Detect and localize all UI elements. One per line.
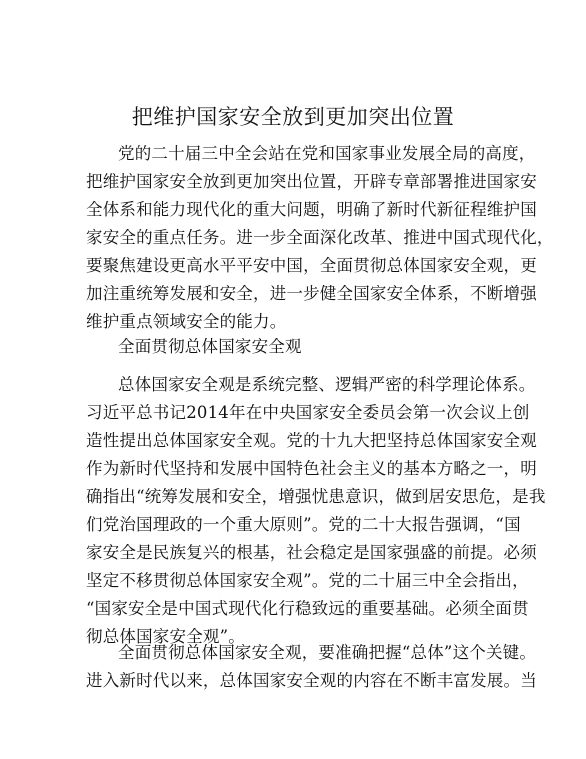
- paragraph-line: 习近平总书记2014年在中央国家安全委员会第一次会议上创: [86, 403, 530, 422]
- paragraph-1: [86, 140, 554, 336]
- paragraph-line: 总体国家安全观是系统完整、逻辑严密的科学理论体系。: [118, 375, 536, 394]
- section-heading-block: [86, 333, 506, 361]
- section-heading: 全面贯彻总体国家安全观: [118, 337, 302, 356]
- paragraph-line: “国家安全是中国式现代化行稳致远的重要基础。必须全面贯: [86, 599, 529, 618]
- paragraph-line: 要聚焦建设更高水平平安中国，全面贯彻总体国家安全观，更: [86, 256, 537, 275]
- paragraph-line: 进入新时代以来，总体国家安全观的内容在不断丰富发展。当: [86, 671, 537, 690]
- paragraph-line: 党的二十届三中全会站在党和国家事业发展全局的高度，: [118, 144, 536, 163]
- paragraph-line: 造性提出总体国家安全观。党的十九大把坚持总体国家安全观: [86, 431, 537, 450]
- paragraph-line: 维护重点领域安全的能力。: [86, 312, 287, 331]
- document-title: 把维护国家安全放到更加突出位置: [131, 105, 455, 129]
- paragraph-line: 家安全是民族复兴的根基，社会稳定是国家强盛的前提。必须: [86, 543, 537, 562]
- paragraph-line: 彻总体国家安全观”。: [86, 627, 245, 646]
- paragraph-line: 家安全的重点任务。进一步全面深化改革、推进中国式现代化，: [86, 228, 554, 247]
- paragraph-line: 们党治国理政的一个重大原则”。党的二十大报告强调，“国: [86, 515, 521, 534]
- paragraph-line: 加注重统筹发展和安全，进一步健全国家安全体系，不断增强: [86, 284, 537, 303]
- paragraph-line: 坚定不移贯彻总体国家安全观”。党的二十届三中全会指出，: [86, 571, 529, 590]
- paragraph-line: 确指出“统筹发展和安全，增强忧患意识，做到居安思危，是我: [86, 487, 546, 506]
- paragraph-line: 作为新时代坚持和发展中国特色社会主义的基本方略之一，明: [86, 459, 537, 478]
- paragraph-line: 全面贯彻总体国家安全观，要准确把握“总体”这个关键。: [118, 643, 537, 662]
- paragraph-line: 把维护国家安全放到更加突出位置，开辟专章部署推进国家安: [86, 172, 537, 191]
- paragraph-2: [86, 371, 546, 651]
- paragraph-3: [86, 639, 537, 695]
- paragraph-line: 全体系和能力现代化的重大问题，明确了新时代新征程维护国: [86, 200, 537, 219]
